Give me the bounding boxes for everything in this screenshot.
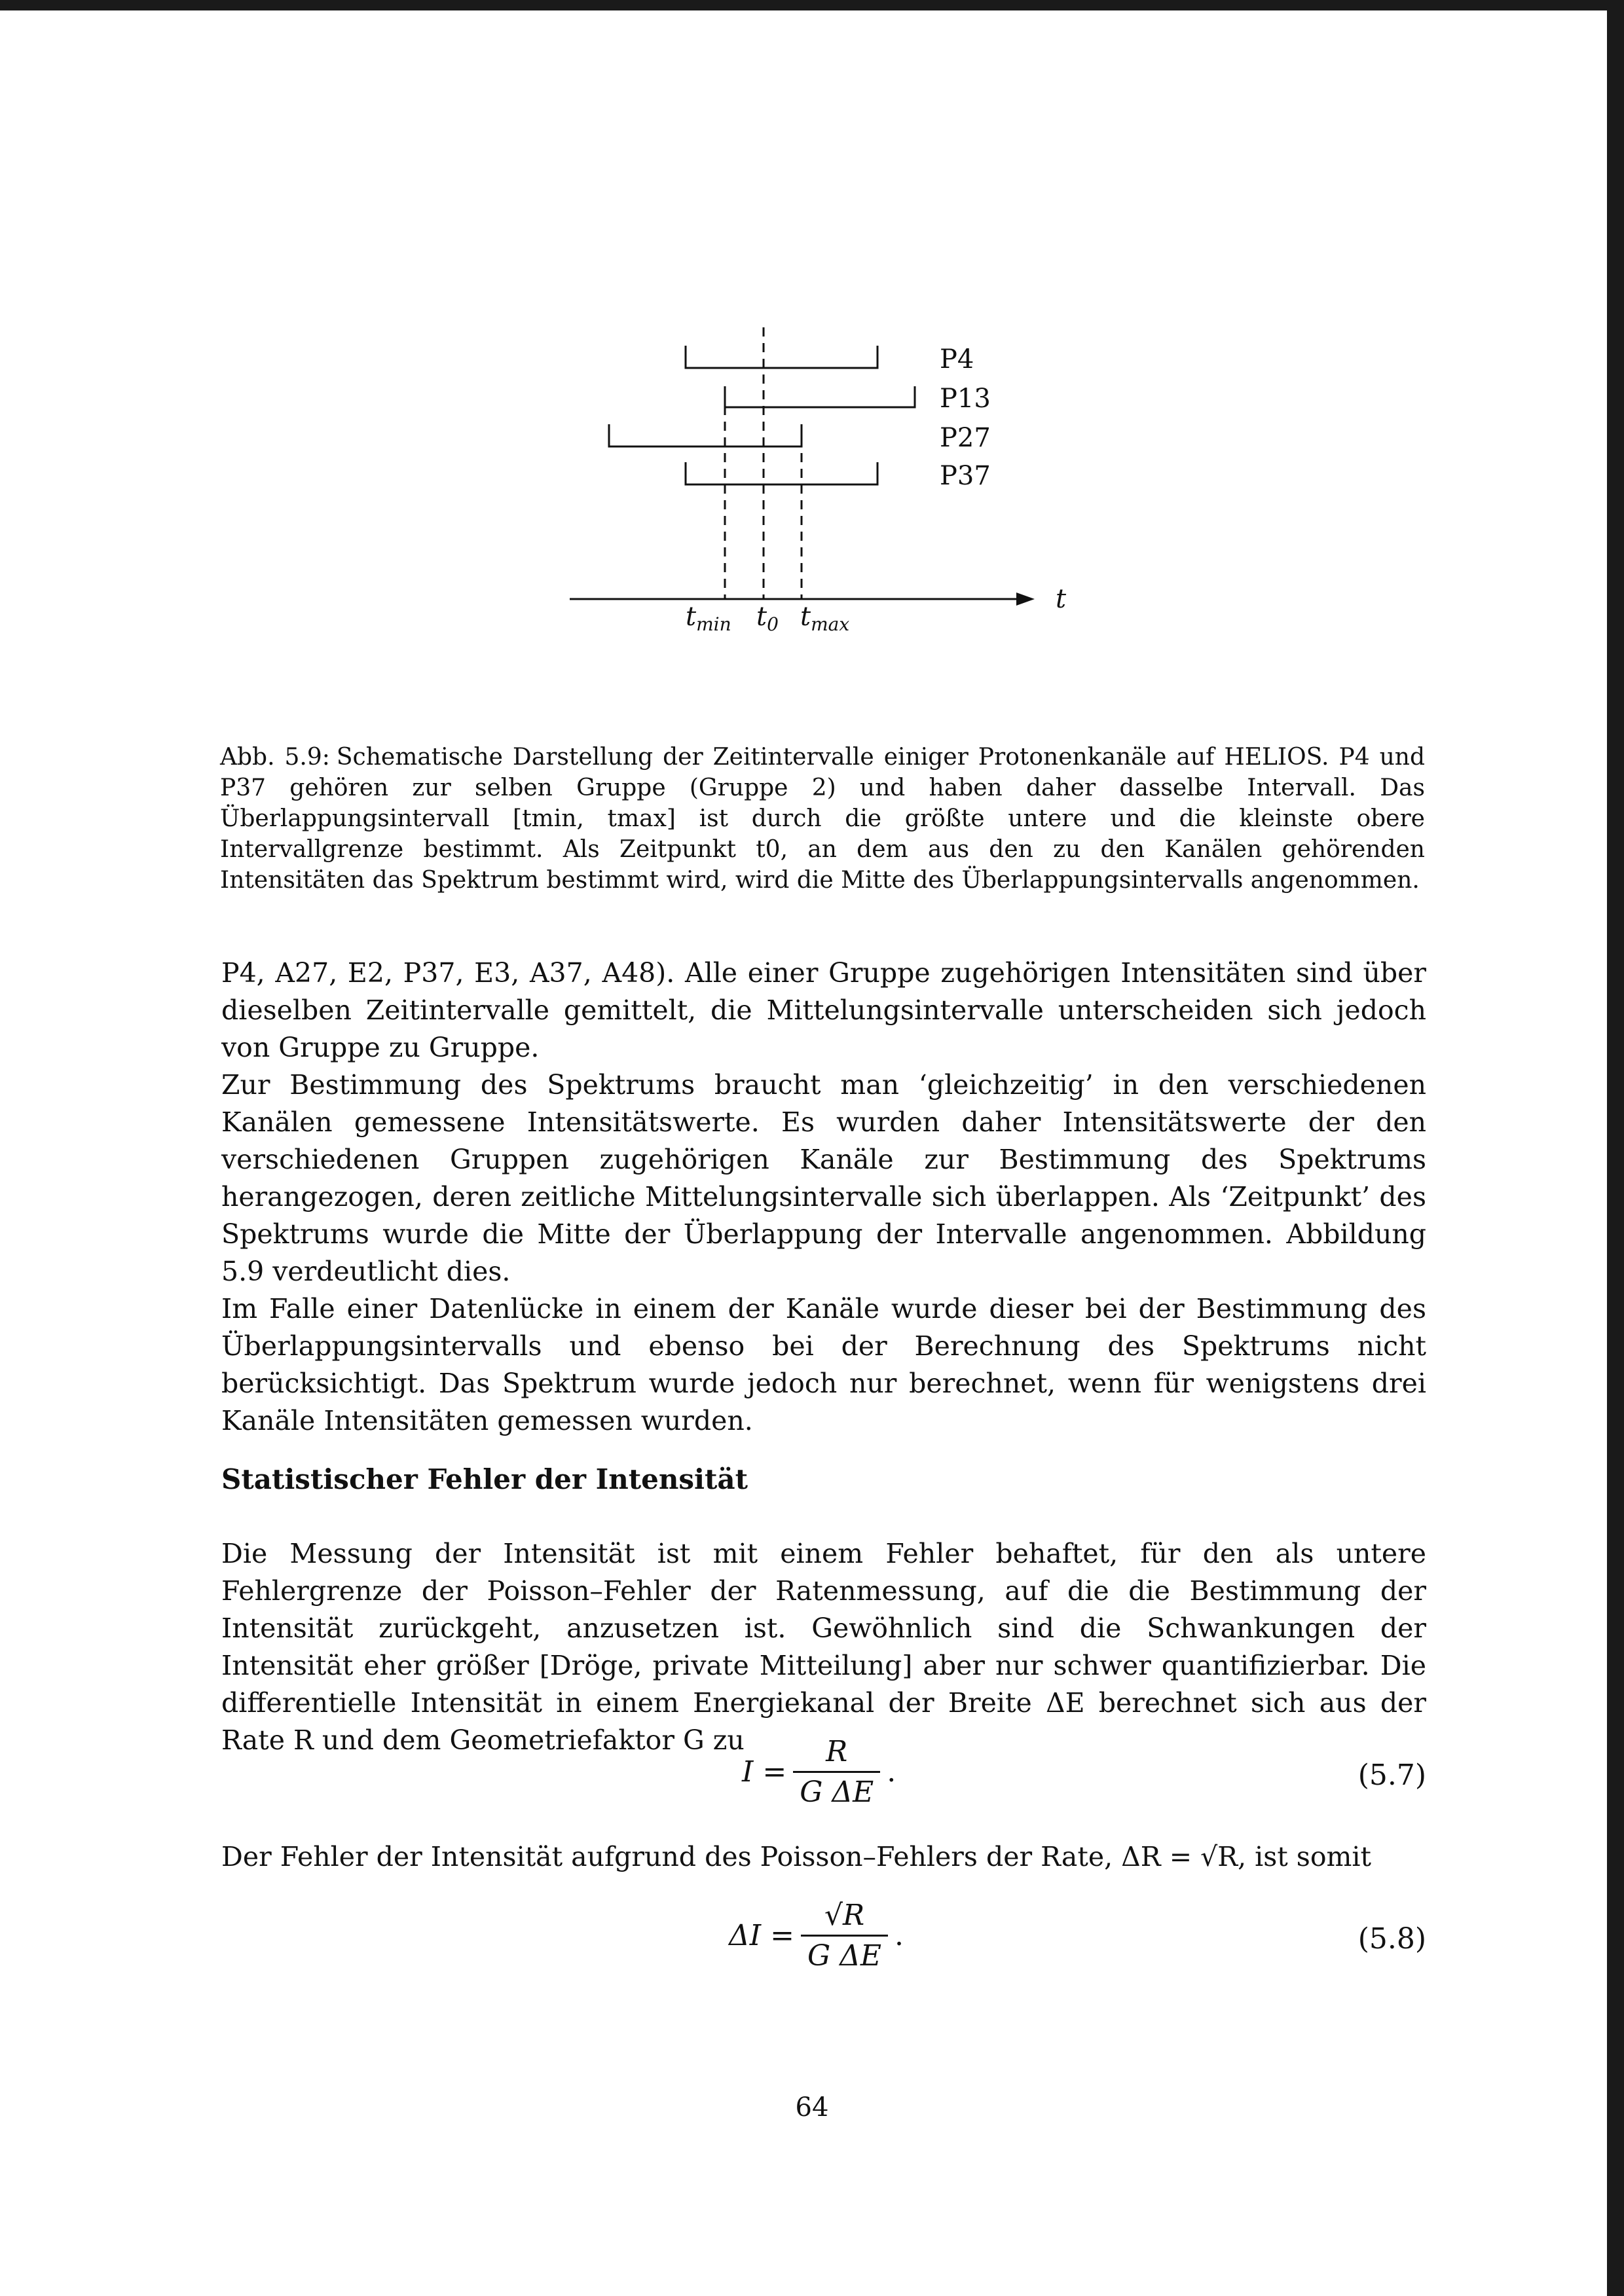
interval-bracket-p37 [686, 462, 877, 484]
eq2-tail: . [895, 1919, 904, 1952]
time-axis-arrowhead [1016, 592, 1035, 606]
channel-label-p13: P13 [940, 384, 991, 414]
section-paragraph-2: Der Fehler der Intensität aufgrund des Poisson–Fehlers der Rate, ΔR = √R, ist somit [221, 1841, 1371, 1872]
interval-bracket-p27 [609, 424, 802, 446]
caption-text: Schematische Darstellung der Zeitintervalle einiger Protonenkanäle auf HELIOS. P4 und P37 gehören zur selben Gruppe (Gruppe 2) und haben daher dasselbe Intervall. Das Überlappungsintervall [tmin, tmax] ist durch die größte untere und die kleinste obere Intervallgrenze bestimmt. Als Zeitpunkt t0, an dem aus den zu den Kanälen gehörenden Intensitäten das Spektrum bestimmt wird, wird die Mitte des Überlappungsintervalls angenommen. [220, 744, 1425, 894]
section-paragraph-1: Die Messung der Intensität ist mit einem Fehler behaftet, für den als untere Fehlergrenze der Poisson–Fehler der Ratenmessung, auf die die Bestimmung der Intensität zurückgeht, anzusetzen ist. Gewöhnlich sind die Schwankungen der Intensität eher größer [Dröge, private Mitteilung] aber nur schwer quantifizierbar. Die differentielle Intensität in einem Energiekanal der Breite ΔE berechnet sich aus der Rate R und dem Geometriefaktor G zu [221, 1538, 1426, 1756]
section-heading: Statistischer Fehler der Intensität [221, 1463, 748, 1495]
eq2-fraction [801, 1899, 888, 1973]
eq2-denominator: G ΔE [801, 1935, 888, 1973]
channel-label-p27: P27 [940, 423, 991, 453]
paragraph-3: Im Falle einer Datenlücke in einem der Kanäle wurde dieser bei der Bestimmung des Überlappungsintervalls und ebenso bei der Berechnung des Spektrums nicht berücksichtigt. Das Spektrum wurde jedoch nur berechnet, wenn für wenigstens drei Kanäle Intensitäten gemessen wurden. [221, 1293, 1426, 1436]
eq1-fraction [793, 1735, 880, 1809]
section-text [221, 1535, 1426, 1759]
interval-diagram [0, 0, 1624, 720]
time-axis-label: t [1056, 584, 1067, 614]
eq1-denominator: G ΔE [793, 1771, 880, 1809]
channel-label-p37: P37 [940, 461, 991, 491]
caption-label: Abb. 5.9: [220, 744, 330, 771]
eq1-lhs: I = [742, 1755, 787, 1789]
body-text [221, 955, 1426, 1440]
channel-label-p4: P4 [940, 344, 974, 374]
interval-bracket-p4 [686, 346, 877, 368]
paragraph-2: Zur Bestimmung des Spektrums braucht man ‘gleichzeitig’ in den verschiedenen Kanälen gemessene Intensitätswerte. Es wurden daher Intensitätswerte der den verschiedenen Gruppen zugehörigen Kanäle zur Bestimmung des Spektrums herangezogen, deren zeitliche Mittelungsintervalle sich überlappen. Als ‘Zeitpunkt’ des Spektrums wurde die Mitte der Überlappung der Intervalle angenommen. Abbildung 5.9 verdeutlicht dies. [221, 1069, 1426, 1287]
equation-5-8 [221, 1899, 1426, 1977]
eq1-number: (5.7) [1357, 1758, 1426, 1792]
paragraph-1: P4, A27, E2, P37, E3, A37, A48). Alle einer Gruppe zugehörigen Intensitäten sind über dieselben Zeitintervalle gemittelt, die Mittelungsintervalle unterscheiden sich jedoch von Gruppe zu Gruppe. [221, 957, 1426, 1063]
eq2-numerator: √R [824, 1899, 865, 1932]
page-number: 64 [795, 2092, 829, 2123]
tick-label-tmin: $t_{min}$ [686, 602, 731, 635]
figure-caption [220, 742, 1425, 896]
interval-bracket-p13 [725, 386, 915, 407]
eq1-numerator: R [826, 1735, 848, 1768]
eq1-tail: . [887, 1755, 896, 1789]
interval-diagram-svg [0, 0, 1624, 720]
eq2-number: (5.8) [1357, 1922, 1426, 1956]
equation-5-7 [221, 1735, 1426, 1813]
eq2-lhs: ΔI = [729, 1919, 795, 1952]
section-text-2 [221, 1838, 1426, 1876]
tick-label-t0: $t_0$ [756, 602, 779, 635]
tick-label-tmax: $t_{max}$ [800, 602, 850, 635]
